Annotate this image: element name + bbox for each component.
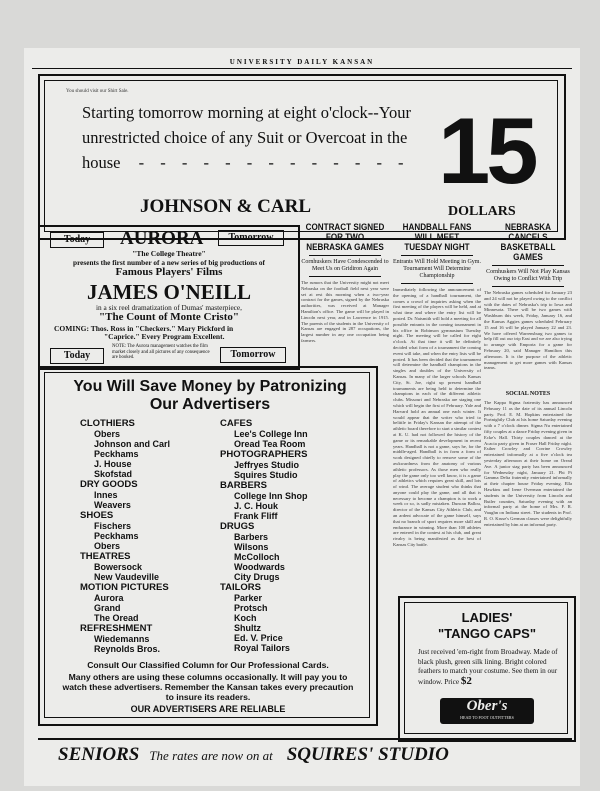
- body-handball: Immediately following the announcement of the opening of a handball tournament, the comes a crowd of inquiries asking when the first meeting of the players will be held, and at what time and where the entry list will be posted. Dr. Naismith will hold a meeting for all possible entrants in the coming tournament in his office in Robinson gymnasium Tuesday night. The meeting will be called for eight o'clock. At that time it will be definitely decided what form of a tournament the coming event will take, and when the entry lists will be posted. It has been decided that the tournament will determine the handball champions in the singles and doubles of the University of Kansas. In many of the larger schools Kansas City, St. Joe, right up present handball tournaments are being held to determine the champions in each of the different athletic clubs. Missouri and Nebraska are staging one which will begin the first of February. Yale and Harvard hold an annual one each winter. It would appear that the writer who tried to belittle in Friday's Kansan the attempt of the athletic board therefore to start a similar contest at K. U. had not followed the history of the game or its remarkable development in recent years. Handball is not a game, says he, for the middle-aged. Handball is in form a form of work designed chiefly to remove some of the awkwardness from the anatomy of various athletic professors. As those men who really play the game only too well know, it is a game of athletics which requires great skill, and lots of wind. The average student who thinks that anyone could play the game, and all that is necessary to become a champion is to work a week or so, is sadly mistaken. Duncan Ballou, director of the Kansas City Athletic Club, and an ardent advocate of the game himself, says that no branch of sport requires more skill and endurance in winning. More than 100 athletes are entered in the contest at his club, and great rivalry is being manifested as the best of Kansas City battle.: [393, 287, 481, 548]
- masthead-rule: [32, 68, 572, 69]
- advertiser-name: Weavers: [94, 500, 131, 510]
- today-badge-top: Today: [50, 232, 104, 248]
- advertisers-reliable: OUR ADVERTISERS ARE RELIABLE: [130, 704, 286, 714]
- advertiser-name: Innes: [94, 490, 118, 500]
- advertisers-left-column: [80, 418, 240, 654]
- advertiser-name: Fischers: [94, 521, 132, 531]
- advertiser-category: MOTION PICTURES: [80, 582, 169, 593]
- advertiser-name: Johnson and Carl: [94, 439, 171, 449]
- advertiser-name: J. C. Houk: [234, 501, 279, 511]
- aurora-ad: [38, 225, 300, 370]
- advertiser-name: The Oread: [94, 613, 139, 623]
- advertiser-name: Woodwards: [234, 562, 285, 572]
- advertiser-name: Shultz: [234, 623, 261, 633]
- advertiser-name: J. House: [94, 459, 132, 469]
- advertiser-category: DRY GOODS: [80, 479, 138, 490]
- advertisers-many: Many others are using these columns occasionally. It will pay you to watch these advertisers. Remember the Kansan takes every precaution to insure its readers.: [62, 672, 354, 702]
- advertiser-name: Reynolds Bros.: [94, 644, 161, 654]
- subhead-rule: [492, 286, 564, 287]
- advertiser-name: Wiedemanns: [94, 634, 150, 644]
- body-social-notes: The Kappa Sigma fraternity has announced February 11 as the date of its annual Lincoln party. Prof. E. M. Hopkins entertained the Portnightly Club at his home Saturday evening with a 7 o'clock dinner. Sigma Nu entertained fifty couples at a dance Friday evening given in Ecke's Hall. Thirty couples danced at the Acacia party given in Fraser Hall Friday night. Esther Crowley and Corrine Crowley entertained informally at a five o'clock tea yesterday afternoon at their home on Oread Ave. A junior stag party has been announced for Wednesday night, January 21. Phi Pi Gamma Delta fraternity entertained informally at their chapter house Friday evening. Ella Hawkins and Irene Overman entertained the students in the University from Lincoln and Butler counties, Saturday evening with an informal party at the home of Mrs. F. R. Vaughn on Indiana street. The students in Prof. R. O. Kruse's German classes were delightfully entertained by him at an informal party.: [484, 400, 572, 527]
- advertiser-category: TAILORS: [220, 582, 261, 593]
- advertisers-right-column: [220, 418, 370, 653]
- advertiser-name: Grand: [94, 603, 121, 613]
- advertiser-category: SHOES: [80, 510, 114, 521]
- johnson-carl-name: JOHNSON & CARL: [140, 196, 312, 217]
- footer-middle: The rates are now on at: [149, 748, 273, 763]
- advertiser-name: Obers: [94, 429, 121, 439]
- social-notes-heading: SOCIAL NOTES: [505, 391, 551, 397]
- advertiser-name: Aurora: [94, 593, 124, 603]
- price-15: 15: [438, 98, 535, 203]
- tomorrow-badge-top: Tomorrow: [218, 230, 284, 246]
- headline-handball: HANDBALL FANS WILL MEET TUESDAY NIGHT: [402, 222, 472, 252]
- advertiser-name: Parker: [234, 593, 263, 603]
- headline-rule: [309, 255, 381, 256]
- advertiser-name: Jeffryes Studio: [234, 460, 300, 470]
- advertiser-category: PHOTOGRAPHERS: [220, 449, 308, 460]
- advertiser-name: City Drugs: [234, 572, 280, 582]
- suit-ad: [38, 74, 566, 240]
- footer-seniors: SENIORS: [58, 744, 140, 765]
- suit-ad-text: [82, 100, 442, 175]
- footer-squires: SQUIRES' STUDIO: [286, 744, 449, 765]
- obers-logo: [440, 698, 534, 724]
- advertisers-box: [38, 366, 378, 726]
- subhead-nebraska: Cornhuskers Will Not Play Kansas Owing to Conflict With Trip: [486, 269, 570, 282]
- tomorrow-badge-bottom: Tomorrow: [220, 347, 286, 363]
- aurora-series: Famous Players' Films: [115, 266, 223, 278]
- subhead-rule: [309, 276, 381, 277]
- obers-logo-tagline: HEAD TO FOOT OUTFITTERS: [460, 715, 514, 720]
- aurora-name: AURORA: [120, 228, 204, 249]
- subhead-contract: Cornhuskers Have Condescended to Meet Us on Gridiron Again: [301, 259, 389, 272]
- aurora-coming: [54, 325, 233, 341]
- advertiser-name: College Inn Shop: [234, 491, 308, 501]
- price-dollars: DOLLARS: [448, 204, 516, 219]
- suit-ad-line-3: [82, 150, 442, 175]
- subhead-handball: Entrants Will Hold Meeting in Gym. Tournament Will Determine Championship: [393, 259, 481, 279]
- advertiser-name: Barbers: [234, 532, 269, 542]
- advertiser-category: REFRESHMENT: [80, 623, 153, 634]
- headline-contract: CONTRACT SIGNED FOR TWO NEBRASKA GAMES: [305, 222, 385, 252]
- subhead-rule: [401, 283, 473, 284]
- advertiser-category: DRUGS: [220, 521, 255, 532]
- tango-title: LADIES': [461, 610, 513, 625]
- shirt-sale-note: You should visit our Shirt Sale.: [66, 89, 129, 94]
- advertiser-name: McColloch: [234, 552, 280, 562]
- headline-nebraska: NEBRASKA CANCELS BASKETBALL GAMES: [500, 222, 556, 262]
- tango-title-2: "TANGO CAPS": [437, 626, 537, 641]
- footer-top-rule: [38, 738, 572, 740]
- advertiser-name: Skofstad: [94, 469, 133, 479]
- advertisers-consult: Consult Our Classified Column for Our Professional Cards.: [87, 660, 329, 670]
- advertiser-category: THEATRES: [80, 551, 131, 562]
- aurora-in-line: in a six reel dramatization of Dumas' masterpiece,: [96, 303, 242, 312]
- advertiser-name: Peckhams: [94, 449, 139, 459]
- advertiser-name: New Vaudeville: [94, 572, 160, 582]
- aurora-coming-1: COMING: Thos. Ross in "Checkers." Mary Pickford in: [54, 324, 234, 333]
- suit-ad-line-1: Starting tomorrow morning at eight o'clock--Your: [82, 103, 411, 122]
- suit-ad-house: house: [82, 153, 121, 172]
- today-badge-bottom: Today: [50, 348, 104, 364]
- advertiser-name: Peckhams: [94, 531, 139, 541]
- newspaper-page: [24, 48, 580, 786]
- tango-body: [418, 648, 560, 687]
- advertiser-name: Frank Fliff: [234, 511, 278, 521]
- headline-rule: [401, 255, 473, 256]
- advertiser-name: Ed. V. Price: [234, 633, 283, 643]
- advertiser-name: Oread Tea Room: [234, 439, 306, 449]
- masthead: UNIVERSITY DAILY KANSAN: [229, 58, 375, 66]
- advertiser-category: CLOTHIERS: [80, 418, 135, 429]
- tango-body-text: Just received 'em-right from Broadway. Made of black plush, green silk lining. Bright colored feathers to match your costume. See them in our window. Price: [418, 648, 558, 686]
- aurora-note: NOTE: The Aurora management watches the film market closely and all pictures of any consequence are booked.: [112, 344, 210, 360]
- aurora-star: JAMES O'NEILL: [87, 280, 251, 304]
- advertiser-name: Protsch: [234, 603, 268, 613]
- advertiser-name: Obers: [94, 541, 121, 551]
- body-contract: The rumors that the University might not meet Nebraska on the football field next year were set at rest this morning when a two-year contract for the games, signed by the Nebraska authorities, was received at Manager Hamilton's office. The game will be played in Lincoln next year, and in Lawrence in 1915. The parents of the students in the University of Kansas are engaged in 287 occupations, the largest number in any one occupation being farmers.: [301, 280, 389, 343]
- advertiser-name: Koch: [234, 613, 257, 623]
- body-nebraska: The Nebraska games scheduled for January 23 and 24 will not be played owing to the conflict with the dates of Nebraska's trip to Iowa and Minnesota. There will be two games with Washburn this week, Friday, January 16, and the Kansas Aggies games scheduled February 15 and 16 will be played January 22 and 23. We have offered Warrensburg two games to help fill out our trip East and we are also trying to arrange with Emporia for a game for February 20, said Manager Hamilton this afternoon. It is the purpose of the athletic management to get more games with Kansas teams.: [484, 290, 572, 371]
- aurora-presents: presents the first number of a new series of big productions of: [73, 258, 265, 267]
- advertiser-category: CAFES: [220, 418, 253, 429]
- aurora-tagline: "The College Theatre": [132, 249, 206, 258]
- footer-banner: [58, 744, 568, 770]
- advertisers-headline: You Will Save Money by Patronizing Our Advertisers: [73, 378, 347, 413]
- advertiser-name: Lee's College Inn: [234, 429, 308, 439]
- advertiser-category: BARBERS: [220, 480, 267, 491]
- advertiser-name: Squires Studio: [234, 470, 298, 480]
- aurora-coming-2: "Caprice." Every Program Excellent.: [104, 332, 225, 341]
- advertiser-name: Bowersock: [94, 562, 143, 572]
- suit-ad-line-2: unrestricted choice of any Suit or Overcoat in the: [82, 128, 408, 147]
- article-nebraska: [484, 222, 572, 632]
- obers-logo-text: Ober's: [466, 698, 508, 714]
- suit-ad-dashes: - - - - - - - - - - - - -: [138, 153, 410, 172]
- tango-price: $2: [460, 674, 472, 687]
- advertiser-name: Wilsons: [234, 542, 269, 552]
- headline-rule: [492, 265, 564, 266]
- aurora-title: "The Count of Monte Cristo": [99, 311, 239, 323]
- advertiser-name: Royal Tailors: [234, 643, 290, 653]
- tango-caps-ad: [398, 596, 576, 742]
